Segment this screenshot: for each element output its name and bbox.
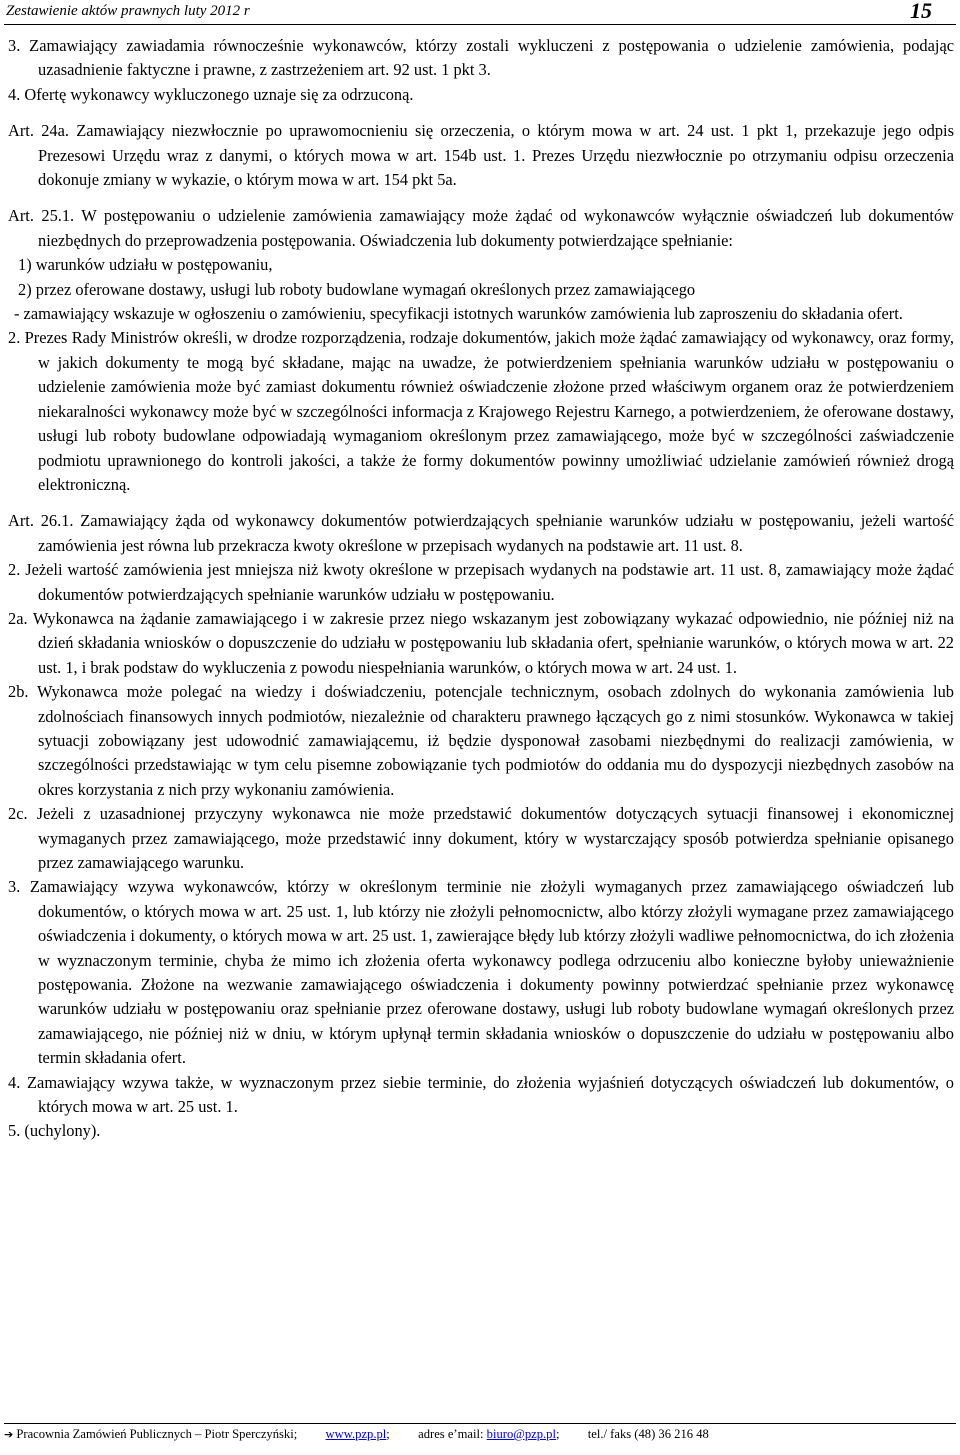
paragraph-art24a: Art. 24a. Zamawiający niezwłocznie po uprawomocnieniu się orzeczenia, o którym mowa w art. 24 ust. 1 pkt 1, przekazuje jego odpis Prezesowi Urzędu wraz z danymi, o których mowa w art. 154b ust. 1. Prezes Urzędu niezwłocznie po otrzymaniu odpisu orzeczenia dokonuje zmiany w wykazie, o którym mowa w art. 154 pkt 5a.	[8, 121, 954, 190]
paragraph-art26-5: 5. (uchylony).	[8, 1121, 101, 1141]
footer-email-separator: ;	[555, 1427, 560, 1441]
footer-email-label: adres e’mail:	[418, 1427, 484, 1441]
paragraph-art25-2: 2. Prezes Rady Ministrów określi, w drodze rozporządzenia, rodzaje dokumentów, jakich może żądać zamawiający od wykonawcy, oraz formy, w jakich dokumenty te mogą być składane, mając na uwadze, że potwierdzeniem spełniania warunków udziału w postępowaniu o udzielenie zamówienia może być zamiast dokumentu również oświadczenie złożone przed właściwym organem oraz że potwierdzeniem niekaralności wykonawcy może być w szczególności informacja z Krajowego Rejestru Karnego, a potwierdzeniem, że oferowane dostawy, usługi lub roboty budowlane odpowiadają wymaganiom określonym przez zamawiającego, może być w szczególności zaświadczenie podmiotu uprawnionego do kontroli jakości, a także że formy dokumentów powinny umożliwiać udzielanie zamówień również drogą elektroniczną.	[8, 328, 954, 494]
paragraph-art25-1: Art. 25.1. W postępowaniu o udzielenie zamówienia zamawiający może żądać od wykonawców wyłącznie oświadczeń lub dokumentów niezbędnych do przeprowadzenia postępowania. Oświadczenia lub dokumenty potwierdzające spełnianie:	[8, 206, 954, 250]
page-header	[4, 0, 956, 25]
paragraph-dash-note: - zamawiający wskazuje w ogłoszeniu o zamówieniu, specyfikacji istotnych warunków zamówienia lub zaproszeniu do składania ofert.	[14, 304, 903, 324]
footer-phone: tel./ faks (48) 36 216 48	[587, 1427, 709, 1441]
paragraph-art24-pt3: 3. Zamawiający zawiadamia równocześnie wykonawców, którzy zostali wykluczeni z postępowania o udzielenie zamówienia, podając uzasadnienie faktyczne i prawne, z zastrzeżeniem art. 92 ust. 1 pkt 3.	[8, 36, 954, 80]
list-item-condition-2: 2) przez oferowane dostawy, usługi lub roboty budowlane wymagań określonych przez zamawiającego	[18, 279, 696, 299]
footer-website-link[interactable]: www.pzp.pl	[325, 1427, 387, 1441]
list-item-condition-1: 1) warunków udziału w postępowaniu,	[18, 255, 273, 275]
document-title: Zestawienie aktów prawnych luty 2012 r	[6, 3, 250, 19]
paragraph-art26-3: 3. Zamawiający wzywa wykonawców, którzy w określonym terminie nie złożyli wymaganych przez zamawiającego oświadczeń lub dokumentów, o których mowa w art. 25 ust. 1, lub którzy nie złożyli pełnomocnictw, albo którzy złożyli wymagane przez zamawiającego oświadczenia i dokumenty, o których mowa w art. 25 ust. 1, zawierające błędy lub którzy złożyli wadliwe pełnomocnictwa, do ich złożenia w wyznaczonym terminie, chyba że mimo ich złożenia oferta wykonawcy podlega odrzuceniu albo konieczne byłoby unieważnienie postępowania. Złożone na wezwanie zamawiającego oświadczenia i dokumenty powinny potwierdzać spełnianie przez wykonawcę warunków udziału w postępowaniu oraz spełnianie przez oferowane dostawy, usługi lub roboty budowlane wymagań określonych przez zamawiającego, nie później niż w dniu, w którym upłynął termin składania wniosków o dopuszczenie do udziału w postępowaniu albo termin składania ofert.	[8, 877, 954, 1068]
document-body	[8, 34, 954, 1144]
footer-email-link[interactable]: biuro@pzp.pl	[486, 1427, 556, 1441]
paragraph-art26-2a: 2a. Wykonawca na żądanie zamawiającego i w zakresie przez niego wskazanym jest zobowiązany wykazać odpowiednio, nie później niż na dzień składania wniosków o dopuszczenie do udziału w postępowaniu lub składania ofert, spełnianie warunków, o których mowa w art. 22 ust. 1, i brak podstaw do wykluczenia z powodu niespełniania warunków, o których mowa w art. 24 ust. 1.	[8, 608, 954, 677]
paragraph-art26-2c: 2c. Jeżeli z uzasadnionej przyczyny wykonawca nie może przedstawić dokumentów dotyczących sytuacji finansowej i ekonomicznej wymaganych przez zamawiającego, może przedstawić inny dokument, który w wystarczający sposób potwierdza spełnianie opisanego przez zamawiającego warunku.	[8, 804, 954, 872]
paragraph-art24-pt4: 4. Ofertę wykonawcy wykluczonego uznaje się za odrzuconą.	[8, 84, 414, 104]
paragraph-art26-2: 2. Jeżeli wartość zamówienia jest mniejsza niż kwoty określone w przepisach wydanych na podstawie art. 11 ust. 8, zamawiający może żądać dokumentów potwierdzających spełnianie warunków udziału w postępowaniu.	[8, 560, 954, 604]
footer-organization: Pracownia Zamówień Publicznych – Piotr Sperczyński;	[16, 1427, 298, 1441]
arrow-right-icon: ➔	[4, 1428, 14, 1441]
page-number: 15	[910, 0, 932, 23]
footer-website-separator: ;	[386, 1427, 390, 1441]
paragraph-art26-4: 4. Zamawiający wzywa także, w wyznaczonym przez siebie terminie, do złożenia wyjaśnień dotyczących oświadczeń lub dokumentów, o których mowa w art. 25 ust. 1.	[8, 1072, 954, 1117]
paragraph-art26-1: Art. 26.1. Zamawiający żąda od wykonawcy dokumentów potwierdzających spełnianie warunków udziału w postępowaniu, jeżeli wartość zamówienia jest równa lub przekracza kwoty określone w przepisach wydanych na podstawie art. 11 ust. 8.	[8, 511, 954, 555]
paragraph-art26-2b: 2b. Wykonawca może polegać na wiedzy i doświadczeniu, potencjale technicznym, osobach zdolnych do wykonania zamówienia lub zdolnościach finansowych innych podmiotów, niezależnie od charakteru prawnego łączących go z nimi stosunków. Wykonawca w takiej sytuacji zobowiązany jest udowodnić zamawiającemu, iż będzie dysponował zasobami niezbędnymi do realizacji zamówienia, w szczególności przedstawiając w tym celu pisemne zobowiązanie tych podmiotów do oddania mu do dyspozycji niezbędnych zasobów na okres korzystania z nich przy wykonaniu zamówienia.	[8, 682, 954, 799]
page-footer	[4, 1423, 956, 1442]
